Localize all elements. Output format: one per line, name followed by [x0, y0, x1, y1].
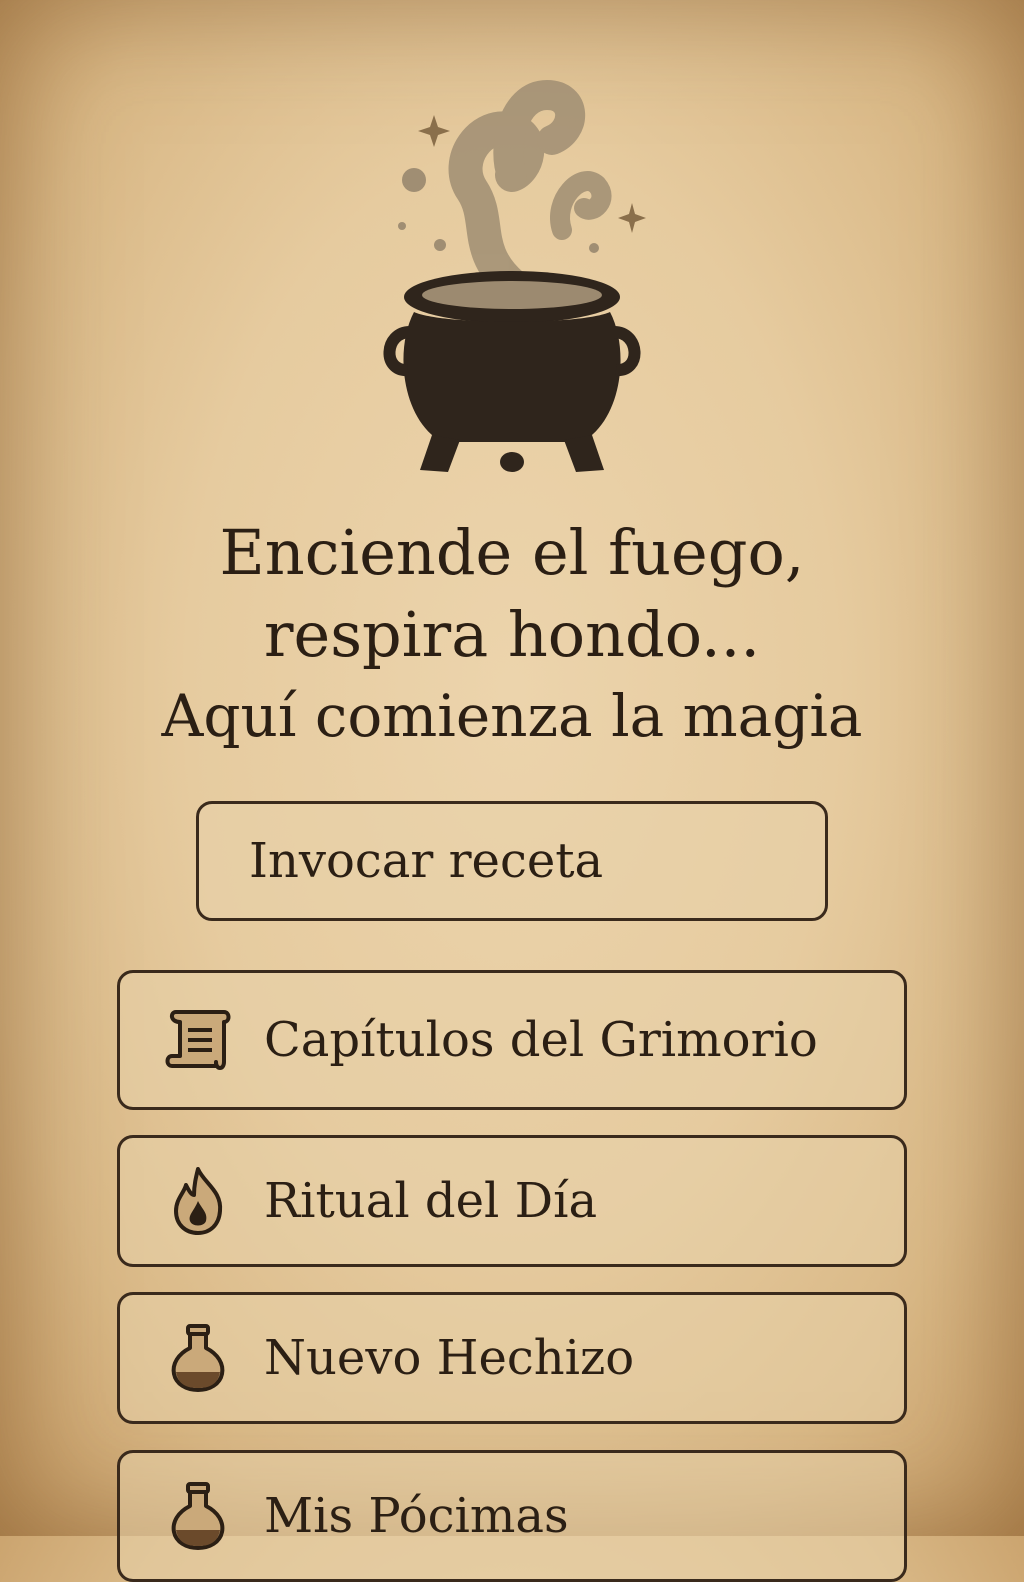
flame-icon	[158, 1161, 238, 1241]
my-potions-button[interactable]	[117, 1450, 907, 1582]
potion-flask-icon	[158, 1318, 238, 1398]
my-potions-label: Mis Pócimas	[264, 1488, 569, 1544]
new-spell-button[interactable]	[117, 1292, 907, 1424]
daily-ritual-button[interactable]	[117, 1135, 907, 1267]
headline-line-2: respira hondo...	[263, 598, 761, 671]
search-input[interactable]	[249, 821, 862, 901]
scroll-icon	[158, 1000, 238, 1080]
grimoire-chapters-label: Capítulos del Grimorio	[264, 1012, 818, 1068]
welcome-headline	[0, 512, 1024, 756]
grimoire-chapters-button[interactable]	[117, 970, 907, 1110]
cauldron-illustration	[362, 50, 662, 490]
smoke-icon	[466, 95, 602, 285]
recipe-search-box[interactable]	[196, 801, 828, 921]
headline-line-3: Aquí comienza la magia	[161, 682, 863, 750]
cauldron-body-icon	[389, 271, 634, 472]
potion-flask-icon	[158, 1476, 238, 1556]
headline-line-1: Enciende el fuego,	[219, 516, 805, 589]
daily-ritual-label: Ritual del Día	[264, 1173, 598, 1229]
new-spell-label: Nuevo Hechizo	[264, 1330, 635, 1386]
